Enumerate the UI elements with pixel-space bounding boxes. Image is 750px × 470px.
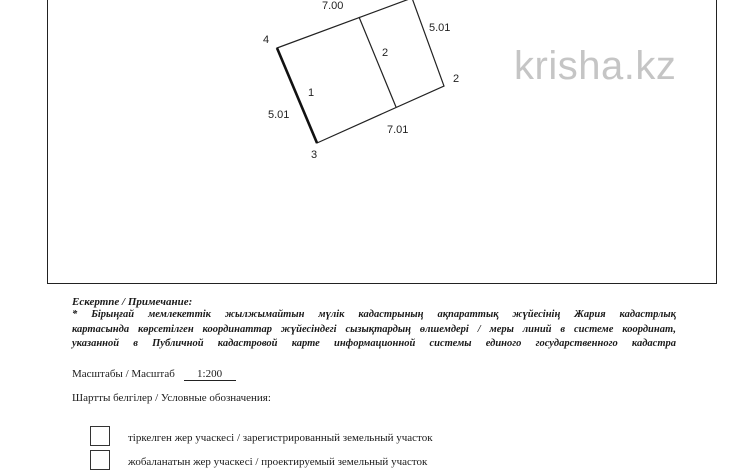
dimension-left: 5.01 xyxy=(268,109,290,121)
part-label-2: 2 xyxy=(382,47,389,59)
part-label-1: 1 xyxy=(308,87,315,99)
legend-label: жобаланатын жер учаскесі / проектируемый земельный участок xyxy=(128,456,428,468)
legend-label: тіркелген жер учаскесі / зарегистрированный земельный участок xyxy=(128,432,433,444)
scale-row xyxy=(72,368,236,381)
note-body xyxy=(72,308,676,352)
scale-value: 1:200 xyxy=(184,368,236,381)
dimension-right: 5.01 xyxy=(429,22,451,34)
note-line: * Бірыңғай мемлекеттік жылжымайтын мүлік кадастрының ақпараттық жүйесінің Жария кадастрлық xyxy=(72,309,676,320)
watermark-logo: krisha.kz xyxy=(514,44,677,88)
legend-swatch-projected xyxy=(90,450,110,470)
point-label-4: 4 xyxy=(263,34,270,46)
point-label-3: 3 xyxy=(311,149,318,161)
note-line: картасында көрсетілген координаттар жүйесіндегі сызықтардың өлшемдері / меры линий в системе координат, xyxy=(72,323,676,335)
note-title: Ескертпе / Примечание: xyxy=(72,296,193,308)
legend-title: Шартты белгілер / Условные обозначения: xyxy=(72,392,271,404)
legend-swatch-registered xyxy=(90,426,110,446)
scale-label: Масштабы / Масштаб xyxy=(72,368,175,380)
parcel-divider xyxy=(359,17,396,107)
dimension-top: 7.00 xyxy=(322,0,344,12)
note-line: указанной в Публичной кадастровой карте информационной системы единого государственного кадастра xyxy=(72,338,676,349)
dimension-bottom: 7.01 xyxy=(387,124,409,136)
point-label-2: 2 xyxy=(453,73,460,85)
